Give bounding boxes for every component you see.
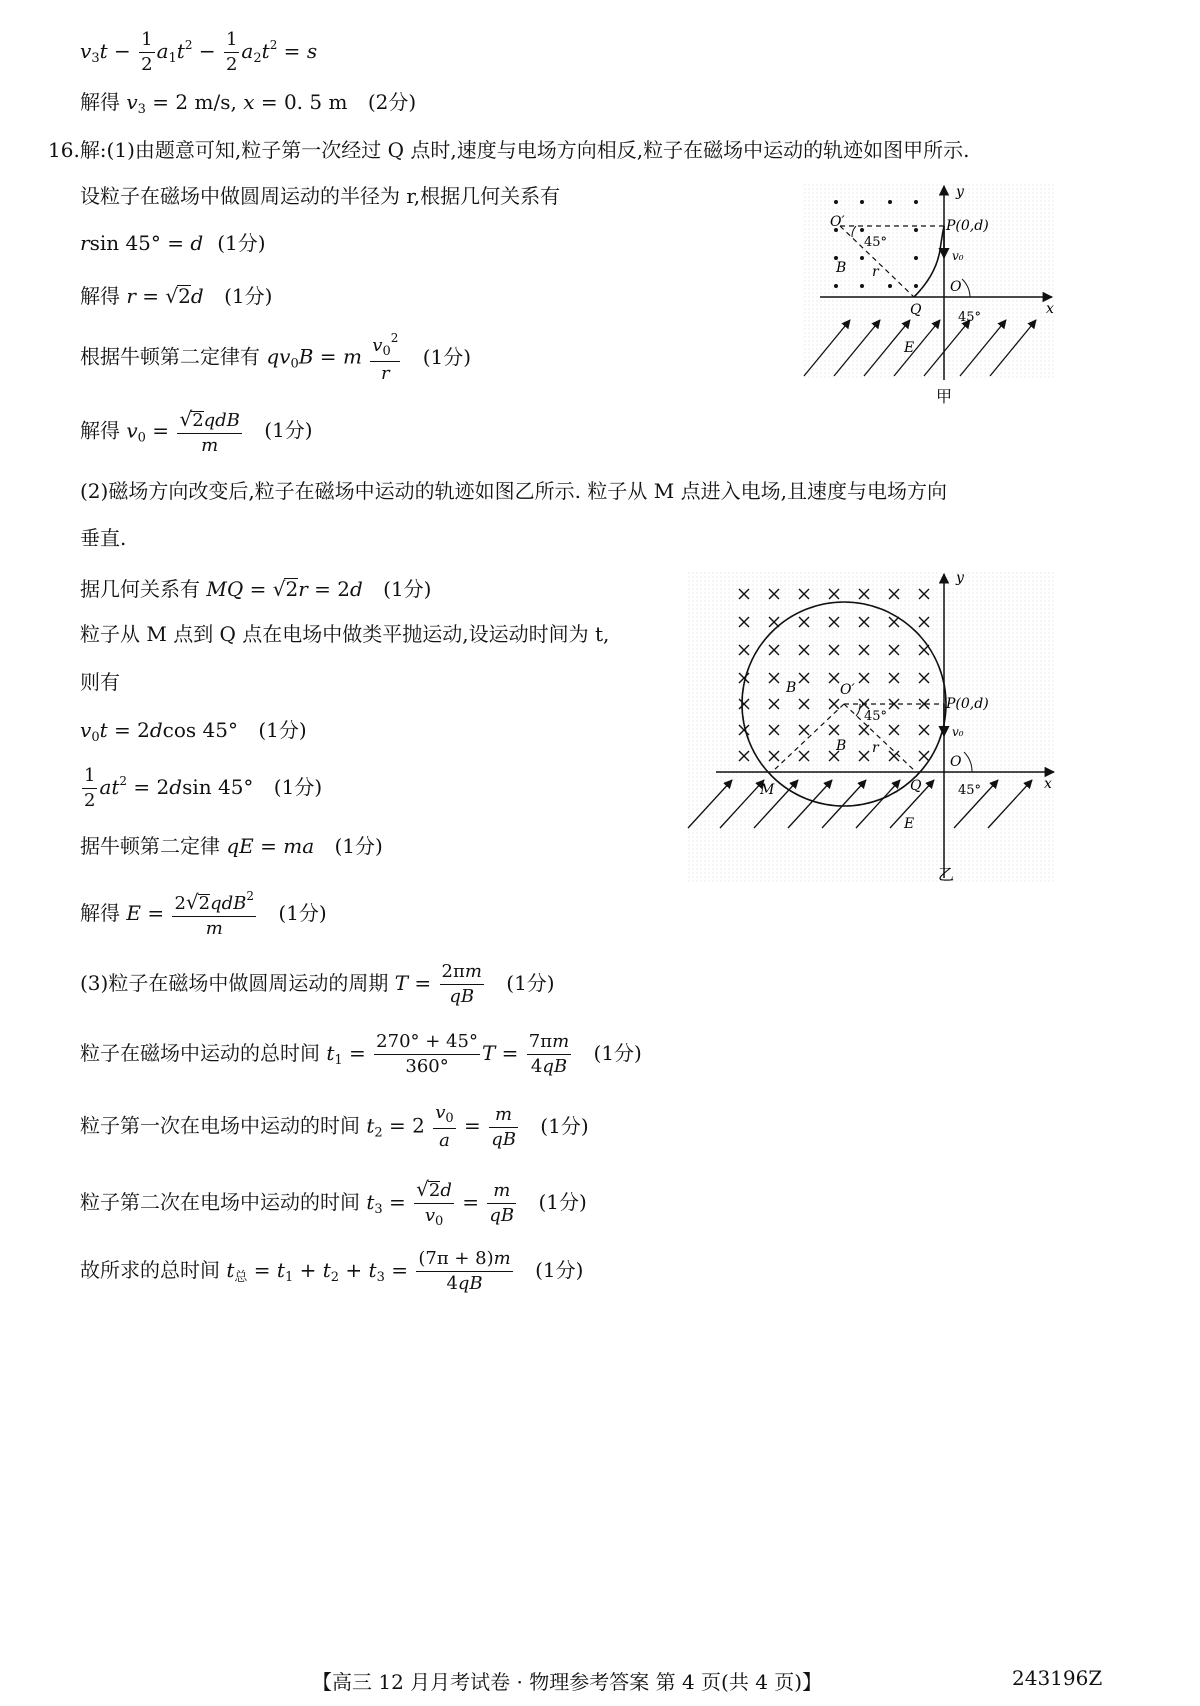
o-label: O bbox=[950, 754, 962, 770]
y-axis-label: y bbox=[956, 570, 964, 586]
p2-text-d: 则有 bbox=[80, 670, 120, 694]
angle1-label: 45° bbox=[864, 235, 888, 250]
p1-text: 设粒子在磁场中做圆周运动的半径为 r,根据几何关系有 bbox=[80, 184, 561, 208]
o-label: O bbox=[950, 279, 962, 295]
oprime-label: O′ bbox=[840, 682, 855, 698]
q-label: Q bbox=[910, 778, 922, 794]
footer-code: 243196Z bbox=[1012, 1666, 1103, 1690]
x-axis-label: x bbox=[1046, 301, 1054, 317]
angle2-label: 45° bbox=[958, 310, 982, 325]
p1-eq1: rsin 45° = d (1分) bbox=[80, 231, 266, 255]
figure-caption: 乙 bbox=[938, 865, 955, 884]
prev-eq1: $v_3t$ − $\frac{1}{2}$ $a_1t^2$ − $\frac{1}{2}$ $a_2t^2 = s$ bbox=[80, 29, 318, 75]
p1-eq3: 根据牛顿第二定律有 $qv_0B = m$ $\frac{v_0^2}{r}$ (1分) bbox=[80, 331, 472, 385]
p2-text-b: 垂直. bbox=[80, 526, 127, 550]
m-label: M bbox=[760, 782, 775, 798]
r-label: r bbox=[872, 264, 879, 280]
p3-eq3: 粒子第一次在电场中运动的时间 $t_2 = 2$ $\frac{v_0}{a}$ = $\frac{m}{qB}$ (1分) bbox=[80, 1102, 589, 1152]
p-label: P(0,d) bbox=[946, 696, 989, 712]
p2-text-a: (2)磁场方向改变后,粒子在磁场中运动的轨迹如图乙所示. 粒子从 M 点进入电场,且速度与电场方向 bbox=[80, 479, 947, 503]
p1-eq2: 解得 r = √2d (1分) bbox=[80, 284, 273, 308]
y-axis-label: y bbox=[956, 184, 964, 200]
p3-eq1: (3)粒子在磁场中做圆周运动的周期 T = $\frac{2\pi m}{qB}$ (1分) bbox=[80, 961, 555, 1007]
problem-number: 16. bbox=[48, 138, 80, 162]
v0-label: v₀ bbox=[952, 725, 964, 739]
angle1-label: 45° bbox=[864, 709, 888, 724]
p-label: P(0,d) bbox=[946, 218, 989, 234]
p2-eq5: 解得 E = $\frac{2√2qdB^2}{m}$ (1分) bbox=[80, 889, 327, 939]
b-label-2: B bbox=[836, 738, 847, 754]
footer-title: 【高三 12 月月考试卷 · 物理参考答案 第 4 页(共 4 页)】 bbox=[312, 1670, 823, 1694]
problem-16-intro: 16.解:(1)由题意可知,粒子第一次经过 Q 点时,速度与电场方向相反,粒子在磁场中运动的轨迹如图甲所示. bbox=[48, 138, 970, 162]
p2-eq4: 据牛顿第二定律 qE = ma (1分) bbox=[80, 834, 383, 858]
x-axis-label: x bbox=[1044, 776, 1052, 792]
v0-label: v₀ bbox=[952, 249, 964, 263]
b-label: B bbox=[836, 260, 847, 276]
r-label: r bbox=[872, 740, 879, 756]
p3-eq4: 粒子第二次在电场中运动的时间 $t_3$ = $\frac{√2d}{v_0}$ = $\frac{m}{qB}$ (1分) bbox=[80, 1177, 587, 1229]
oprime-label: O′ bbox=[830, 214, 845, 230]
figure-yi bbox=[684, 568, 1060, 888]
figure-caption: 甲 bbox=[936, 387, 953, 406]
p2-eq1: 据几何关系有 MQ = √2r = 2d (1分) bbox=[80, 577, 432, 601]
p3-eq2: 粒子在磁场中运动的总时间 $t_1$ = $\frac{270^\circ + 45^\circ}{360^\circ}$ T = $\frac{7\pi m}{4qB}$ (1分) bbox=[80, 1031, 642, 1077]
e-label: E bbox=[904, 340, 915, 356]
q-label: Q bbox=[910, 302, 922, 318]
figure-background bbox=[688, 572, 1056, 882]
e-label: E bbox=[904, 816, 915, 832]
p2-eq2: $v_0t = 2dcos$ 45° (1分) bbox=[80, 718, 307, 745]
p2-eq3: $\frac{1}{2}$ $at^2 = 2dsin$ 45° (1分) bbox=[84, 765, 323, 811]
prev-eq2: 解得 $v_3 = 2$ m/s, x = 0. 5 m (2分) bbox=[80, 90, 417, 117]
figure-jia bbox=[800, 180, 1060, 410]
p2-text-c: 粒子从 M 点到 Q 点在电场中做类平抛运动,设运动时间为 t, bbox=[80, 622, 610, 646]
angle2-label: 45° bbox=[958, 783, 982, 798]
b-label-1: B bbox=[786, 680, 797, 696]
p3-eq5: 故所求的总时间 $t_总 = t_1 + t_2 + t_3$ = $\frac{(7\pi + 8)m}{4qB}$ (1分) bbox=[80, 1248, 584, 1294]
p1-eq4: 解得 $v_0$ = $\frac{\text{√2qdB}}{m}$ (1分) bbox=[80, 407, 313, 456]
